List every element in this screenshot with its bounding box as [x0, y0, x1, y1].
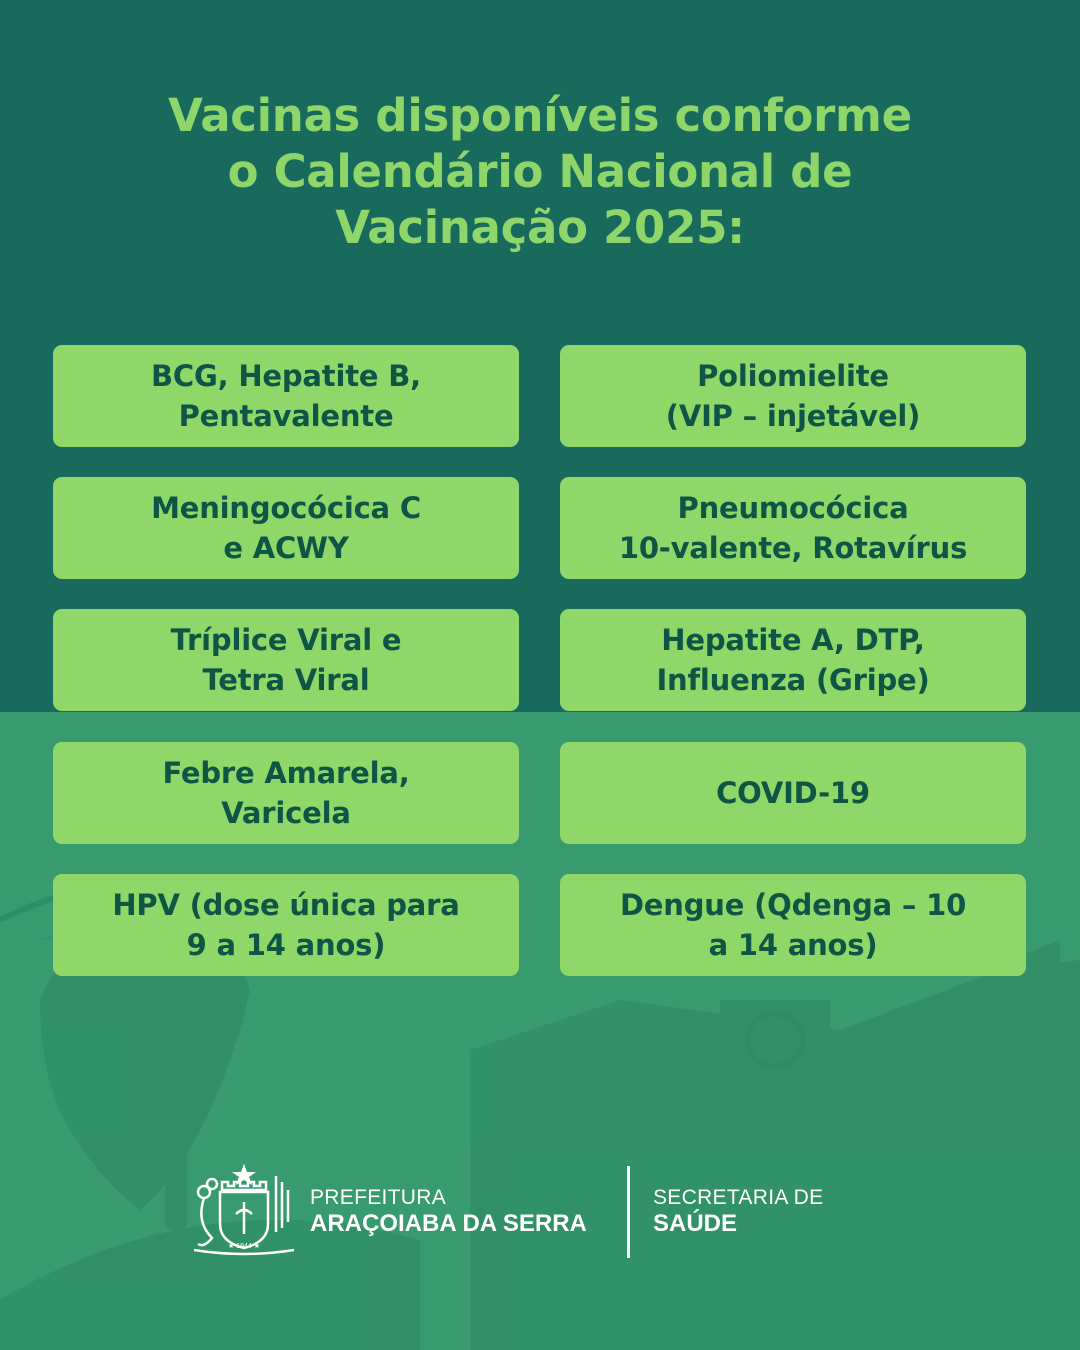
secretaria-label: SECRETARIA DE	[653, 1186, 824, 1209]
prefeitura-label: PREFEITURA	[310, 1186, 447, 1209]
svg-text:★ 1944 ★: ★ 1944 ★	[227, 1243, 261, 1250]
vaccine-label: Dengue (Qdenga – 10 a 14 anos)	[619, 888, 967, 962]
page-title: Vacinas disponíveis conforme o Calendário Nacional de Vacinação 2025:	[168, 89, 912, 254]
vaccine-card-meningococica	[53, 477, 519, 579]
vaccine-card-pneumococica	[560, 477, 1026, 579]
vaccine-card-hpv	[53, 874, 519, 976]
vaccine-label: Tríplice Viral e Tetra Viral	[170, 623, 402, 697]
vaccine-card-poliomielite	[560, 345, 1026, 447]
vaccine-label: HPV (dose única para 9 a 14 anos)	[112, 888, 460, 962]
vaccine-card-hepatite-a	[560, 609, 1026, 711]
vaccine-label: BCG, Hepatite B, Pentavalente	[151, 359, 421, 433]
vaccine-label: Pneumocócica 10-valente, Rotavírus	[618, 491, 968, 565]
footer	[190, 1162, 890, 1262]
city-name: ARAÇOIABA DA SERRA	[310, 1210, 587, 1237]
vaccine-label: Poliomielite (VIP – injetável)	[665, 359, 921, 433]
vaccine-label: Hepatite A, DTP, Influenza (Gripe)	[656, 623, 930, 697]
vaccine-card-triplice-viral	[53, 609, 519, 711]
vaccine-label: COVID-19	[716, 776, 870, 810]
city-crest-logo	[190, 1162, 298, 1262]
vaccine-card-covid	[560, 742, 1026, 844]
vaccine-label: Meningocócica C e ACWY	[151, 491, 421, 565]
vaccine-card-febre-amarela	[53, 742, 519, 844]
vaccine-card-dengue	[560, 874, 1026, 976]
secretaria-name: SAÚDE	[653, 1210, 738, 1237]
footer-divider	[627, 1166, 630, 1258]
vaccine-card-bcg	[53, 345, 519, 447]
vaccine-label: Febre Amarela, Varicela	[162, 756, 410, 830]
